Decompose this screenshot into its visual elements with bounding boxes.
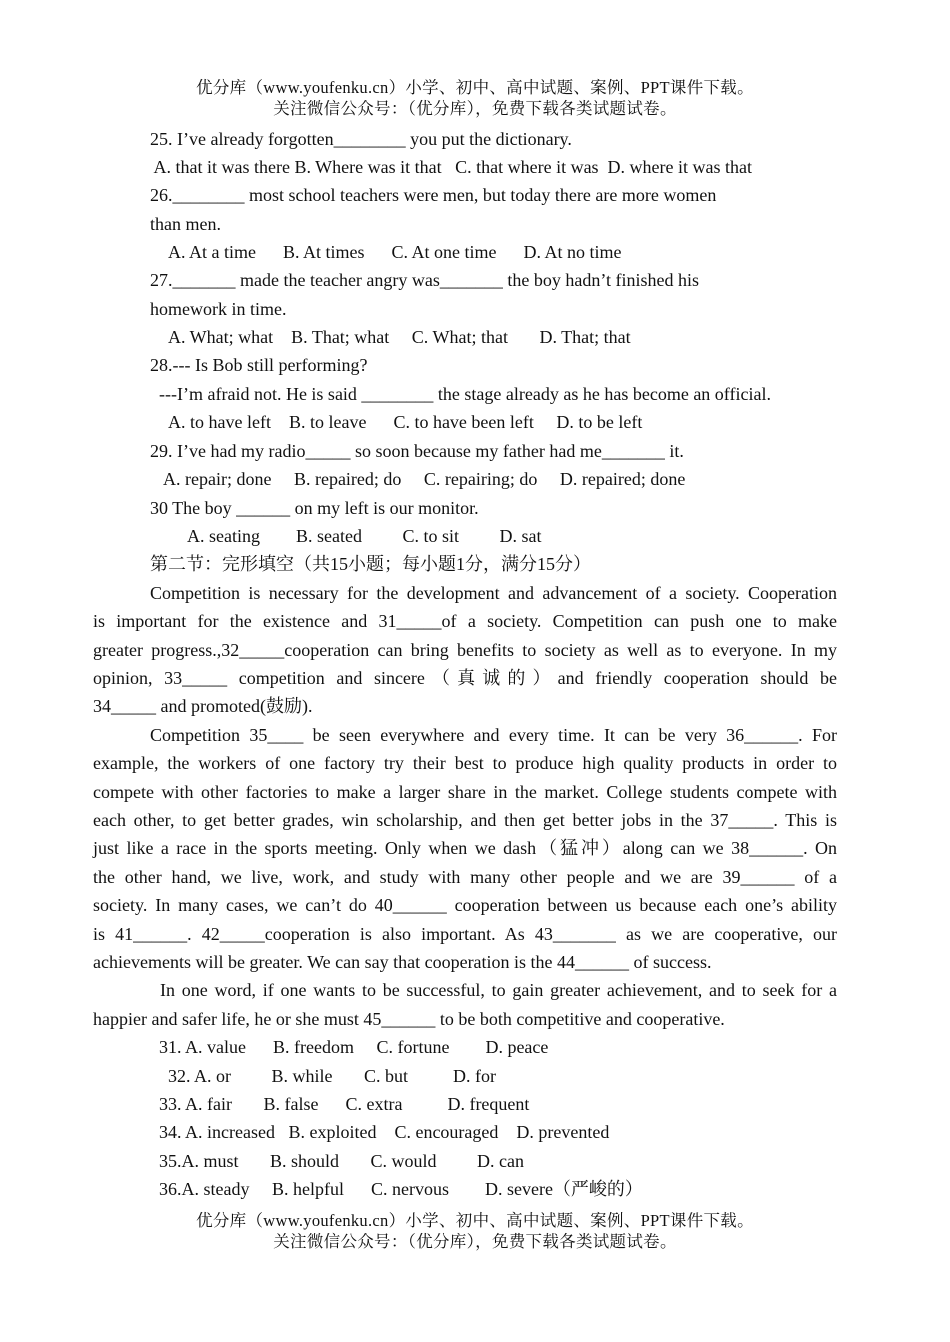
passage-line: society. In many cases, we can’t do 40______ cooperation between us because each one’s ability — [93, 895, 837, 915]
passage-line: is 41______. 42_____cooperation is also important. As 43_______ as we are cooperative, our — [93, 924, 837, 944]
section-2-heading: 第二节：完形填空（共15小题；每小题1分，满分15分） — [150, 554, 591, 574]
question-28-options: A. to have left B. to leave C. to have been left D. to be left — [168, 412, 643, 432]
options-31: 31. A. value B. freedom C. fortune D. peace — [159, 1037, 549, 1057]
header-line-1: 优分库（www.youfenku.cn）小学、初中、高中试题、案例、PPT课件下载。 — [196, 78, 754, 97]
question-27-options: A. What; what B. That; what C. What; that D. That; that — [168, 327, 631, 347]
options-32: 32. A. or B. while C. but D. for — [168, 1066, 496, 1086]
passage-line: is important for the existence and 31_____of a society. Competition can push one to make — [93, 611, 837, 631]
question-25-stem: 25. I’ve already forgotten________ you put the dictionary. — [150, 129, 572, 149]
header-line-2: 关注微信公众号：（优分库），免费下载各类试题试卷。 — [273, 99, 677, 118]
footer-line-1: 优分库（www.youfenku.cn）小学、初中、高中试题、案例、PPT课件下载。 — [196, 1211, 754, 1230]
passage-line: achievements will be greater. We can say that cooperation is the 44______ of success. — [93, 952, 712, 972]
page-header — [0, 77, 950, 119]
question-28-stem: 28.--- Is Bob still performing? — [150, 355, 368, 375]
passage-line: the other hand, we live, work, and study with many other people and we are 39______ of a — [93, 867, 837, 887]
passage-line: Competition is necessary for the development and advancement of a society. Cooperation — [150, 583, 837, 603]
passage-line: Competition 35____ be seen everywhere and every time. It can be very 36______. For — [150, 725, 837, 745]
passage-line: compete with other factories to make a larger share in the market. College students compete with — [93, 782, 837, 802]
page-footer — [0, 1210, 950, 1252]
passage-line: opinion, 33_____ competition and sincere（真诚的）and friendly cooperation should be — [93, 668, 837, 688]
options-34: 34. A. increased B. exploited C. encouraged D. prevented — [159, 1122, 610, 1142]
question-30-options: A. seating B. seated C. to sit D. sat — [187, 526, 542, 546]
passage-line: example, the workers of one factory try their best to produce high quality products in order to — [93, 753, 837, 773]
options-35: 35.A. must B. should C. would D. can — [159, 1151, 525, 1171]
passage-line: greater progress.,32_____cooperation can bring benefits to society as well as to everyone. In my — [93, 640, 837, 660]
options-36: 36.A. steady B. helpful C. nervous D. severe（严峻的） — [159, 1179, 643, 1199]
passage-line: happier and safer life, he or she must 45______ to be both competitive and cooperative. — [93, 1009, 725, 1029]
passage-line: just like a race in the sports meeting. Only when we dash（猛冲）along can we 38______. On — [93, 838, 837, 858]
question-30-stem: 30 The boy ______ on my left is our monitor. — [150, 498, 479, 518]
options-33: 33. A. fair B. false C. extra D. frequent — [159, 1094, 530, 1114]
question-29-stem: 29. I’ve had my radio_____ so soon because my father had me_______ it. — [150, 441, 684, 461]
question-26-stem: 26.________ most school teachers were men, but today there are more women — [150, 185, 717, 205]
question-28-stem-cont: ---I’m afraid not. He is said ________ the stage already as he has become an official. — [159, 384, 771, 404]
passage-line: 34_____ and promoted(鼓励). — [93, 696, 313, 716]
question-25-options: A. that it was there B. Where was it that C. that where it was D. where it was that — [150, 157, 753, 177]
footer-line-2: 关注微信公众号：（优分库），免费下载各类试题试卷。 — [273, 1232, 677, 1251]
passage-line: each other, to get better grades, win scholarship, and then get better jobs in the 37_____. This is — [93, 810, 837, 830]
passage-line: In one word, if one wants to be successful, to gain greater achievement, and to seek for a — [160, 980, 837, 1000]
question-27-stem: 27._______ made the teacher angry was_______ the boy hadn’t finished his — [150, 270, 700, 290]
question-29-options: A. repair; done B. repaired; do C. repairing; do D. repaired; done — [163, 469, 686, 489]
question-26-options: A. At a time B. At times C. At one time D. At no time — [168, 242, 622, 262]
question-26-stem-cont: than men. — [150, 214, 221, 234]
question-27-stem-cont: homework in time. — [150, 299, 287, 319]
